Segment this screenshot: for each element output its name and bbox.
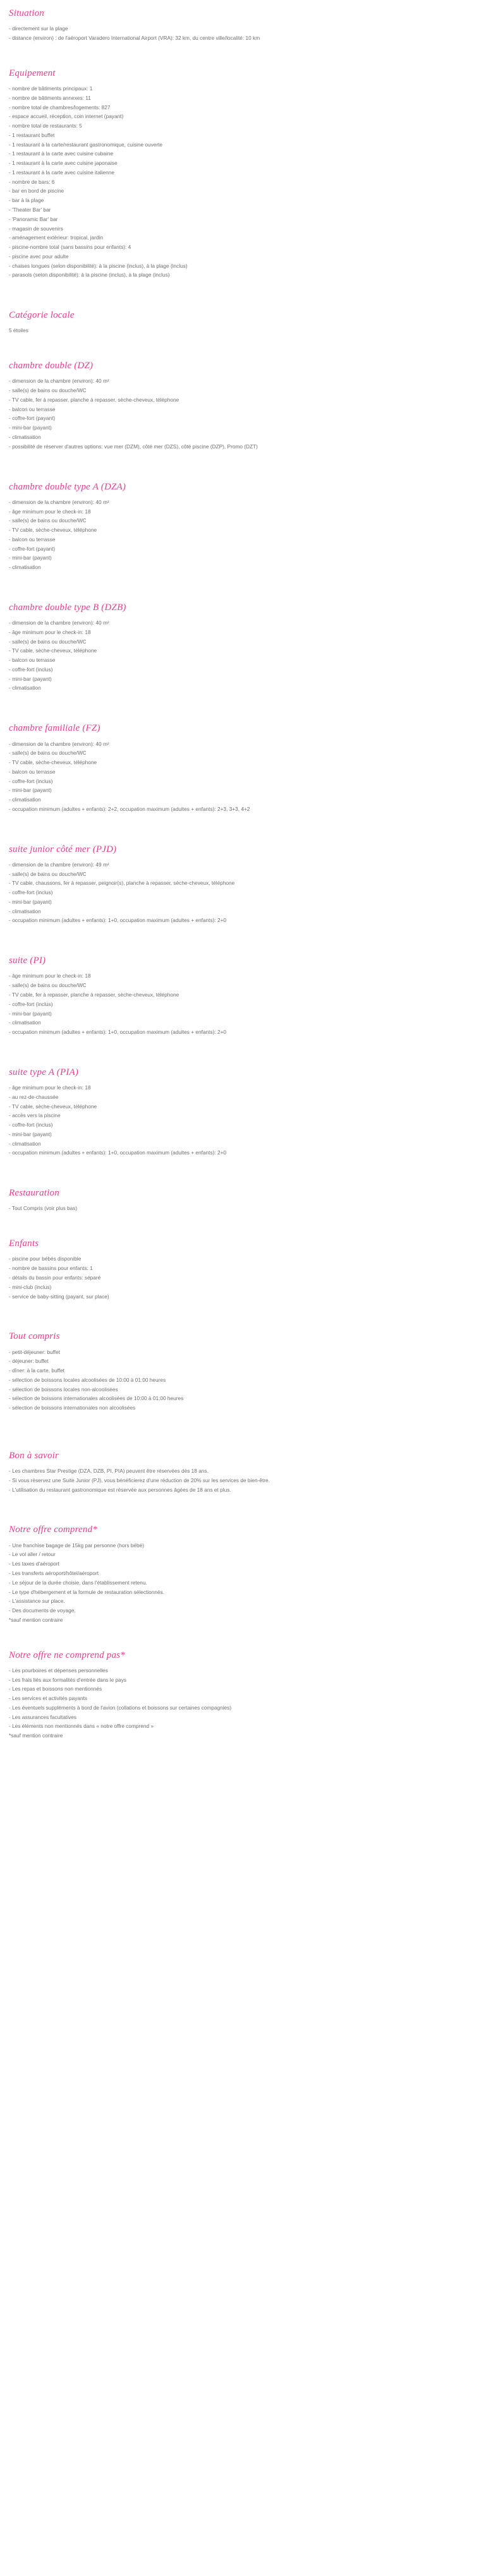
- list-item: - Les éléments non mentionnés dans « notre offre comprend »: [9, 1723, 154, 1730]
- section-lines: [9, 861, 470, 926]
- list-item: - occupation minimum (adultes + enfants): 1+0, occupation maximum (adultes + enfants): 2+0: [9, 1149, 227, 1156]
- list-item: - dimension de la chambre (environ): 40 m²: [9, 620, 109, 626]
- list-item: - climatisation: [9, 796, 41, 803]
- list-item: - magasin de souvenirs: [9, 225, 63, 232]
- list-item: - balcon ou terrasse: [9, 768, 56, 775]
- list-item: - coffre-fort (inclus): [9, 1000, 53, 1007]
- list-item: - accès vers la piscine: [9, 1112, 61, 1119]
- list-item: - 1 restaurant à la carte avec cuisine cubaine: [9, 150, 114, 157]
- section-restauration: [9, 1186, 470, 1214]
- list-item: - Les assurances facultatives: [9, 1713, 76, 1720]
- section-enfants: [9, 1237, 470, 1302]
- list-item: - 'Panoramic Bar' bar: [9, 215, 58, 222]
- list-item: - mini-bar (payant): [9, 554, 52, 561]
- list-item: - 1 restaurant à la carte avec cuisine japonaise: [9, 160, 118, 167]
- list-item: - TV cable, fer à repasser, planche à repasser, sèche-cheveux, téléphone: [9, 991, 179, 998]
- list-item: - âge minimum pour le check-in: 18: [9, 508, 91, 515]
- list-item: - dîner: à la carte, buffet: [9, 1367, 64, 1374]
- list-item: - Le séjour de la durée choisie, dans l'établissement retenu.: [9, 1579, 147, 1586]
- list-item: - TV cable, sèche-cheveux, téléphone: [9, 1103, 97, 1110]
- list-item: - climatisation: [9, 1140, 41, 1147]
- section-title: suite type A (PIA): [9, 1067, 79, 1077]
- list-item: - possibilité de réserver d'autres options: vue mer (DZM), côté mer (DZS), côté piscine (DZP), Promo (DZT): [9, 443, 258, 450]
- list-item: - nombre de bars: 6: [9, 178, 55, 185]
- list-item: - Des documents de voyage.: [9, 1607, 76, 1614]
- list-item: - coffre-fort (inclus): [9, 1122, 53, 1129]
- list-item: - nombre de bâtiments principaux: 1: [9, 85, 93, 92]
- section-chambre-double-type-a: [9, 480, 470, 573]
- list-item: - mini-bar (payant): [9, 1130, 52, 1137]
- section-lines: [9, 377, 470, 452]
- list-item: - nombre de bassins pour enfants: 1: [9, 1265, 93, 1272]
- list-item: - nombre total de restaurants: 5: [9, 123, 82, 129]
- list-item: - climatisation: [9, 685, 41, 692]
- list-item: - Les taxes d'aéroport: [9, 1561, 59, 1567]
- list-item: - dimension de la chambre (environ): 49 m²: [9, 861, 109, 868]
- list-item: - Le vol aller / retour: [9, 1551, 56, 1558]
- list-item: - 1 restaurant à la carte/restaurant gastronomique, cuisine ouverte: [9, 141, 163, 148]
- list-item: - Si vous réservez une Suite Junior (PJ), vous bénéficierez d'une réduction de 20% sur les services de bien-être.: [9, 1477, 270, 1483]
- list-item: - TV cable, fer à repasser, planche à repasser, sèche-cheveux, téléphone: [9, 396, 179, 403]
- section-lines: [9, 619, 470, 693]
- list-item: - nombre total de chambres/logements: 827: [9, 104, 111, 111]
- list-item: - salle(s) de bains ou douche/WC: [9, 387, 87, 394]
- list-item: - nombre de bâtiments annexes: 11: [9, 94, 91, 101]
- list-item: - parasols (selon disponibilité): à la piscine (inclus), à la plage (inclus): [9, 272, 170, 279]
- section-lines: [9, 972, 470, 1037]
- section-lines: [9, 740, 470, 815]
- list-item: - climatisation: [9, 564, 41, 571]
- list-item: - occupation minimum (adultes + enfants): 2+2, occupation maximum (adultes + enfants): 2+3, 3+3, 4+2: [9, 805, 250, 812]
- list-item: - L'assistance sur place.: [9, 1598, 65, 1605]
- section-lines: [9, 498, 470, 573]
- section-title: Catégorie locale: [9, 310, 75, 321]
- section-categorie-locale: [9, 308, 470, 336]
- section-chambre-double-type-b: [9, 601, 470, 693]
- list-item: - dimension de la chambre (environ): 40 m²: [9, 740, 109, 747]
- list-item: - dimension de la chambre (environ): 40 m²: [9, 378, 109, 385]
- section-lines: [9, 326, 470, 336]
- section-suite-junior-cote-mer: [9, 842, 470, 926]
- list-item: - TV cable, sèche-cheveux, téléphone: [9, 759, 97, 766]
- list-item: - mini-bar (payant): [9, 1010, 52, 1017]
- section-lines: [9, 1084, 470, 1158]
- section-title: chambre double type A (DZA): [9, 481, 126, 492]
- footnote: *sauf mention contraire: [9, 1732, 63, 1739]
- list-item: - sélection de boissons internationales non alcoolisées: [9, 1405, 136, 1411]
- section-title: chambre double (DZ): [9, 361, 94, 371]
- section-title: Restauration: [9, 1188, 59, 1199]
- list-item: - au rez-de-chaussée: [9, 1093, 59, 1100]
- list-item: - Les frais liés aux formalités d'entrée dans le pays: [9, 1676, 127, 1683]
- list-item: - âge minimum pour le check-in: 18: [9, 973, 91, 979]
- section-title: suite junior côté mer (PJD): [9, 844, 117, 854]
- list-item: - bar à la plage: [9, 197, 44, 204]
- list-item: - Les pourboires et dépenses personnelles: [9, 1667, 108, 1674]
- list-item: - petit-déjeuner: buffet: [9, 1348, 61, 1355]
- list-item: - salle(s) de bains ou douche/WC: [9, 870, 87, 877]
- section-lines: [9, 1204, 470, 1214]
- list-item: - coffre-fort (payant): [9, 415, 56, 422]
- list-item: - détails du bassin pour enfants: séparé: [9, 1274, 101, 1281]
- section-title: Bon à savoir: [9, 1450, 59, 1461]
- list-item: 5 étoiles: [9, 327, 28, 334]
- section-title: chambre familiale (FZ): [9, 723, 100, 734]
- list-item: - Les services et activités payants: [9, 1695, 88, 1702]
- list-item: - espace accueil, réception, coin internet (payant): [9, 113, 124, 120]
- section-lines: [9, 1255, 470, 1302]
- list-item: - Les transferts aéroport/hôtel/aéroport: [9, 1570, 99, 1577]
- list-item: - salle(s) de bains ou douche/WC: [9, 750, 87, 757]
- list-item: - 1 restaurant buffet: [9, 131, 55, 138]
- list-item: - mini-bar (payant): [9, 675, 52, 682]
- list-item: - 1 restaurant à la carte avec cuisine italienne: [9, 169, 114, 176]
- list-item: - balcon ou terrasse: [9, 657, 56, 664]
- section-title: suite (PI): [9, 956, 46, 966]
- list-item: - occupation minimum (adultes + enfants): 1+0, occupation maximum (adultes + enfants): 2+0: [9, 917, 227, 924]
- section-lines: [9, 1348, 470, 1413]
- list-item: - Le type d'hébergement et la formule de restauration sélectionnés.: [9, 1588, 165, 1595]
- section-title: Equipement: [9, 68, 56, 78]
- list-item: - mini-club (inclus): [9, 1283, 52, 1290]
- list-item: - climatisation: [9, 433, 41, 440]
- list-item: - salle(s) de bains ou douche/WC: [9, 982, 87, 989]
- list-item: - Les chambres Star Prestige (DZA, DZB, PI, PIA) peuvent être réservées dès 18 ans.: [9, 1468, 209, 1475]
- list-item: - distance (environ) : de l'aéroport Varadero International Airport (VRA): 32 km, du centre ville/localité: 10 km: [9, 35, 260, 42]
- list-item: - Les repas et boissons non mentionnés: [9, 1686, 102, 1692]
- list-item: - âge minimum pour le check-in: 18: [9, 1084, 91, 1091]
- section-suite-type-a: [9, 1065, 470, 1158]
- list-item: - piscine pour bébés disponible: [9, 1255, 82, 1262]
- section-lines: [9, 25, 470, 44]
- section-equipement: [9, 66, 470, 280]
- list-item: - mini-bar (payant): [9, 898, 52, 905]
- list-item: - L'utilisation du restaurant gastronomique est réservée aux personnes âgées de 18 ans et plus.: [9, 1486, 231, 1493]
- section-lines: [9, 1667, 470, 1741]
- section-situation: [9, 6, 470, 44]
- list-item: - coffre-fort (inclus): [9, 889, 53, 896]
- section-title: Notre offre comprend*: [9, 1525, 98, 1535]
- section-suite-pi: [9, 954, 470, 1038]
- list-item: - sélection de boissons locales alcoolisées de 10:00 à 01:00 heures: [9, 1376, 166, 1383]
- section-title: chambre double type B (DZB): [9, 602, 126, 613]
- list-item: - coffre-fort (inclus): [9, 777, 53, 784]
- section-chambre-familiale: [9, 721, 470, 814]
- list-item: - mini-bar (payant): [9, 787, 52, 794]
- list-item: - dimension de la chambre (environ): 40 m²: [9, 498, 109, 505]
- section-lines: [9, 1542, 470, 1626]
- list-item: - piscine avec pour adulte: [9, 253, 69, 260]
- list-item: - TV cable, sèche-cheveux, téléphone: [9, 647, 97, 654]
- list-item: - directement sur la plage: [9, 25, 68, 32]
- section-title: Situation: [9, 8, 44, 18]
- list-item: - Les éventuels suppléments à bord de l'avion (collations et boissons sur certaines compagnies): [9, 1704, 232, 1711]
- section-lines: [9, 1467, 470, 1495]
- section-bon-a-savoir: [9, 1449, 470, 1495]
- section-title: Notre offre ne comprend pas*: [9, 1650, 125, 1660]
- list-item: - déjeuner: buffet: [9, 1358, 49, 1365]
- list-item: - coffre-fort (payant): [9, 545, 56, 552]
- list-item: - climatisation: [9, 1019, 41, 1026]
- section-tout-compris: [9, 1329, 470, 1413]
- list-item: - salle(s) de bains ou douche/WC: [9, 517, 87, 524]
- footnote: *sauf mention contraire: [9, 1616, 63, 1623]
- list-item: - 'Theater Bar' bar: [9, 206, 51, 213]
- section-title: Tout compris: [9, 1331, 60, 1342]
- list-item: - piscine-nombre total (sans bassins pour enfants): 4: [9, 244, 131, 251]
- list-item: - TV cable, sèche-cheveux, téléphone: [9, 527, 97, 534]
- list-item: - occupation minimum (adultes + enfants): 1+0, occupation maximum (adultes + enfants): 2+0: [9, 1029, 227, 1036]
- list-item: - Tout Compris (voir plus bas): [9, 1205, 78, 1212]
- section-chambre-double-dz: [9, 359, 470, 452]
- section-notre-offre-comprend: [9, 1523, 470, 1625]
- list-item: - bar en bord de piscine: [9, 188, 64, 195]
- section-lines: [9, 85, 470, 280]
- list-item: - salle(s) de bains ou douche/WC: [9, 638, 87, 645]
- section-title: Enfants: [9, 1238, 39, 1249]
- list-item: - coffre-fort (inclus): [9, 666, 53, 673]
- list-item: - TV cable, chaussons, fer à repasser, peignoir(s), planche à repasser, sèche-cheveux, téléphone: [9, 880, 235, 887]
- list-item: - climatisation: [9, 908, 41, 914]
- list-item: - Une franchise bagage de 15kg par personne (hors bébé): [9, 1542, 145, 1549]
- list-item: - mini-bar (payant): [9, 424, 52, 431]
- list-item: - chaises longues (selon disponibilité): à la piscine (inclus), à la plage (inclus): [9, 262, 188, 269]
- list-item: - balcon ou terrasse: [9, 405, 56, 412]
- list-item: - sélection de boissons internationales alcoolisées de 10:00 à 01:00 heures: [9, 1395, 184, 1402]
- list-item: - balcon ou terrasse: [9, 536, 56, 542]
- list-item: - sélection de boissons locales non-alcoolisées: [9, 1386, 118, 1393]
- list-item: - âge minimum pour le check-in: 18: [9, 628, 91, 635]
- list-item: - service de baby-sitting (payant, sur place): [9, 1293, 109, 1300]
- section-notre-offre-ne-comprend-pas: [9, 1648, 470, 1741]
- list-item: - aménagement extérieur: tropical, jardin: [9, 234, 103, 241]
